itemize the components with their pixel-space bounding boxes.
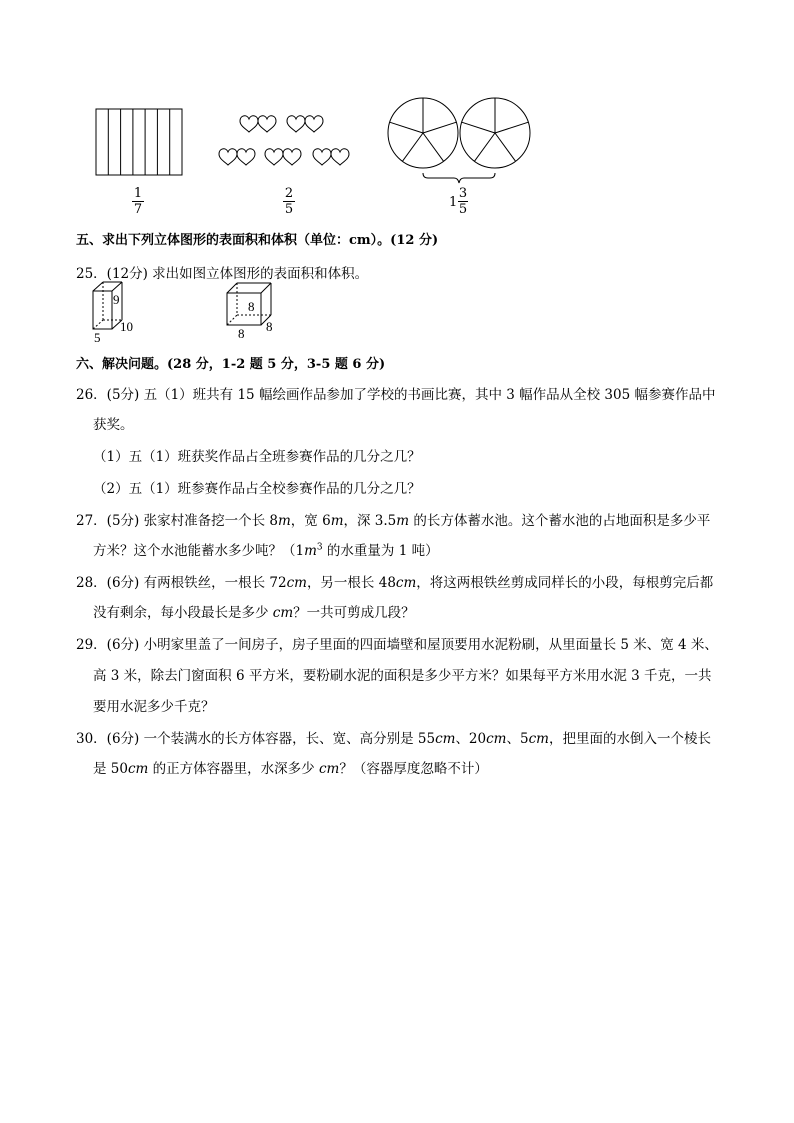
question-26-sub-1: （1）五（1）班获奖作品占全班参赛作品的几分之几？ <box>93 449 421 465</box>
q27-text: ，深 3.5 <box>343 513 397 529</box>
superscript: 3 <box>316 542 323 553</box>
unit: m <box>396 513 410 529</box>
question-26-sub-2: （2）五（1）班参赛作品占全校参赛作品的几分之几？ <box>93 481 421 497</box>
q28-text: ，将这两根铁丝剪成同样长的小段，每根剪完后都 <box>416 575 714 591</box>
unit: m <box>330 513 344 529</box>
question-30-line-1 <box>76 727 711 747</box>
rectangle-strips-figure <box>95 108 185 178</box>
question-29-line-3: 要用水泥多少千克？ <box>93 699 215 715</box>
q30-text: 、5 <box>506 731 529 747</box>
question-28-line-2 <box>93 601 415 621</box>
unit: cm <box>127 761 149 777</box>
q30-text: 30．(6分) 一个装满水的长方体容器，长、宽、高分别是 55 <box>76 731 436 747</box>
q30-text: ？（容器厚度忽略不计） <box>339 761 488 777</box>
fraction-numerator: 1 <box>133 186 143 201</box>
question-26-line-1: 26．(5分) 五（1）班共有 15 幅绘画作品参加了学校的书画比赛，其中 3 幅作品从全校 305 幅参赛作品中 <box>76 387 716 403</box>
q27-text: 方米？这个水池能蓄水多少吨？（1 <box>93 543 305 559</box>
q30-text: 的正方体容器里，水深多少 <box>148 761 319 777</box>
section-6-heading: 六、解决问题。(28 分，1-2 题 5 分，3-5 题 6 分) <box>76 357 386 372</box>
question-30-line-2 <box>93 757 488 777</box>
fraction-denominator: 5 <box>284 202 294 217</box>
q27-text: ，宽 6 <box>290 513 331 529</box>
mixed-fraction <box>449 186 473 218</box>
q28-text: 28．(6分) 有两根铁丝，一根长 72 <box>76 575 287 591</box>
q30-text: ，把里面的水倒入一个棱长 <box>548 731 711 747</box>
fraction-numerator: 2 <box>284 186 294 201</box>
fraction-one-seventh <box>131 186 145 217</box>
unit: cm <box>395 575 417 591</box>
question-28-line-1 <box>76 571 713 591</box>
unit: cm <box>528 731 549 747</box>
q27-text: 27．(5分) 张家村准备挖一个长 8 <box>76 513 278 529</box>
question-27-line-1 <box>76 509 710 529</box>
unit: cm <box>318 761 340 777</box>
unit: m <box>304 543 317 559</box>
cube-length-label: 8 <box>266 319 273 334</box>
q28-text: ，另一根长 48 <box>306 575 396 591</box>
fraction-denominator: 5 <box>458 202 468 217</box>
q27-text: 的长方体蓄水池。这个蓄水池的占地面积是多少平 <box>409 513 711 529</box>
section-5-heading: 五、求出下列立体图形的表面积和体积（单位：cm）。(12 分) <box>76 233 439 248</box>
q28-text: ？一共可剪成几段？ <box>293 605 415 621</box>
question-29-line-1: 29．(6分) 小明家里盖了一间房子，房子里面的四面墙壁和屋顶要用水泥粉刷，从里面量长 5 米、宽 4 米、 <box>76 637 718 653</box>
q30-text: 是 50 <box>93 761 128 777</box>
q28-text: 没有剩余，每小段最长是多少 <box>93 605 273 621</box>
cube-figure <box>222 280 282 345</box>
unit: cm <box>435 731 456 747</box>
cuboid-width-label: 5 <box>94 330 101 345</box>
unit: cm <box>286 575 307 591</box>
question-29-line-2: 高 3 米，除去门窗面积 6 平方米，要粉刷水泥的面积是多少平方米？如果每平方米用水泥 3 千克，一共 <box>93 668 712 684</box>
mixed-whole: 1 <box>449 195 458 210</box>
question-27-line-2 <box>93 539 439 559</box>
cuboid-figure <box>88 280 148 345</box>
question-26-line-2: 获奖。 <box>93 417 134 433</box>
q30-text: 、20 <box>455 731 487 747</box>
cube-height-label: 8 <box>248 299 255 314</box>
cuboid-length-label: 10 <box>120 319 133 334</box>
cuboid-height-label: 9 <box>113 292 120 307</box>
hearts-figure <box>215 112 355 172</box>
circles-figure <box>386 95 536 185</box>
fraction-numerator: 3 <box>458 186 468 201</box>
fraction-denominator: 7 <box>133 202 143 217</box>
fraction-two-fifths <box>282 186 296 217</box>
q27-text: 的水重量为 1 吨） <box>322 543 439 559</box>
unit: cm <box>486 731 507 747</box>
cube-width-label: 8 <box>238 326 245 341</box>
unit: m <box>277 513 291 529</box>
unit: cm <box>272 605 294 621</box>
question-25: 25．(12分) 求出如图立体图形的表面积和体积。 <box>76 266 369 282</box>
